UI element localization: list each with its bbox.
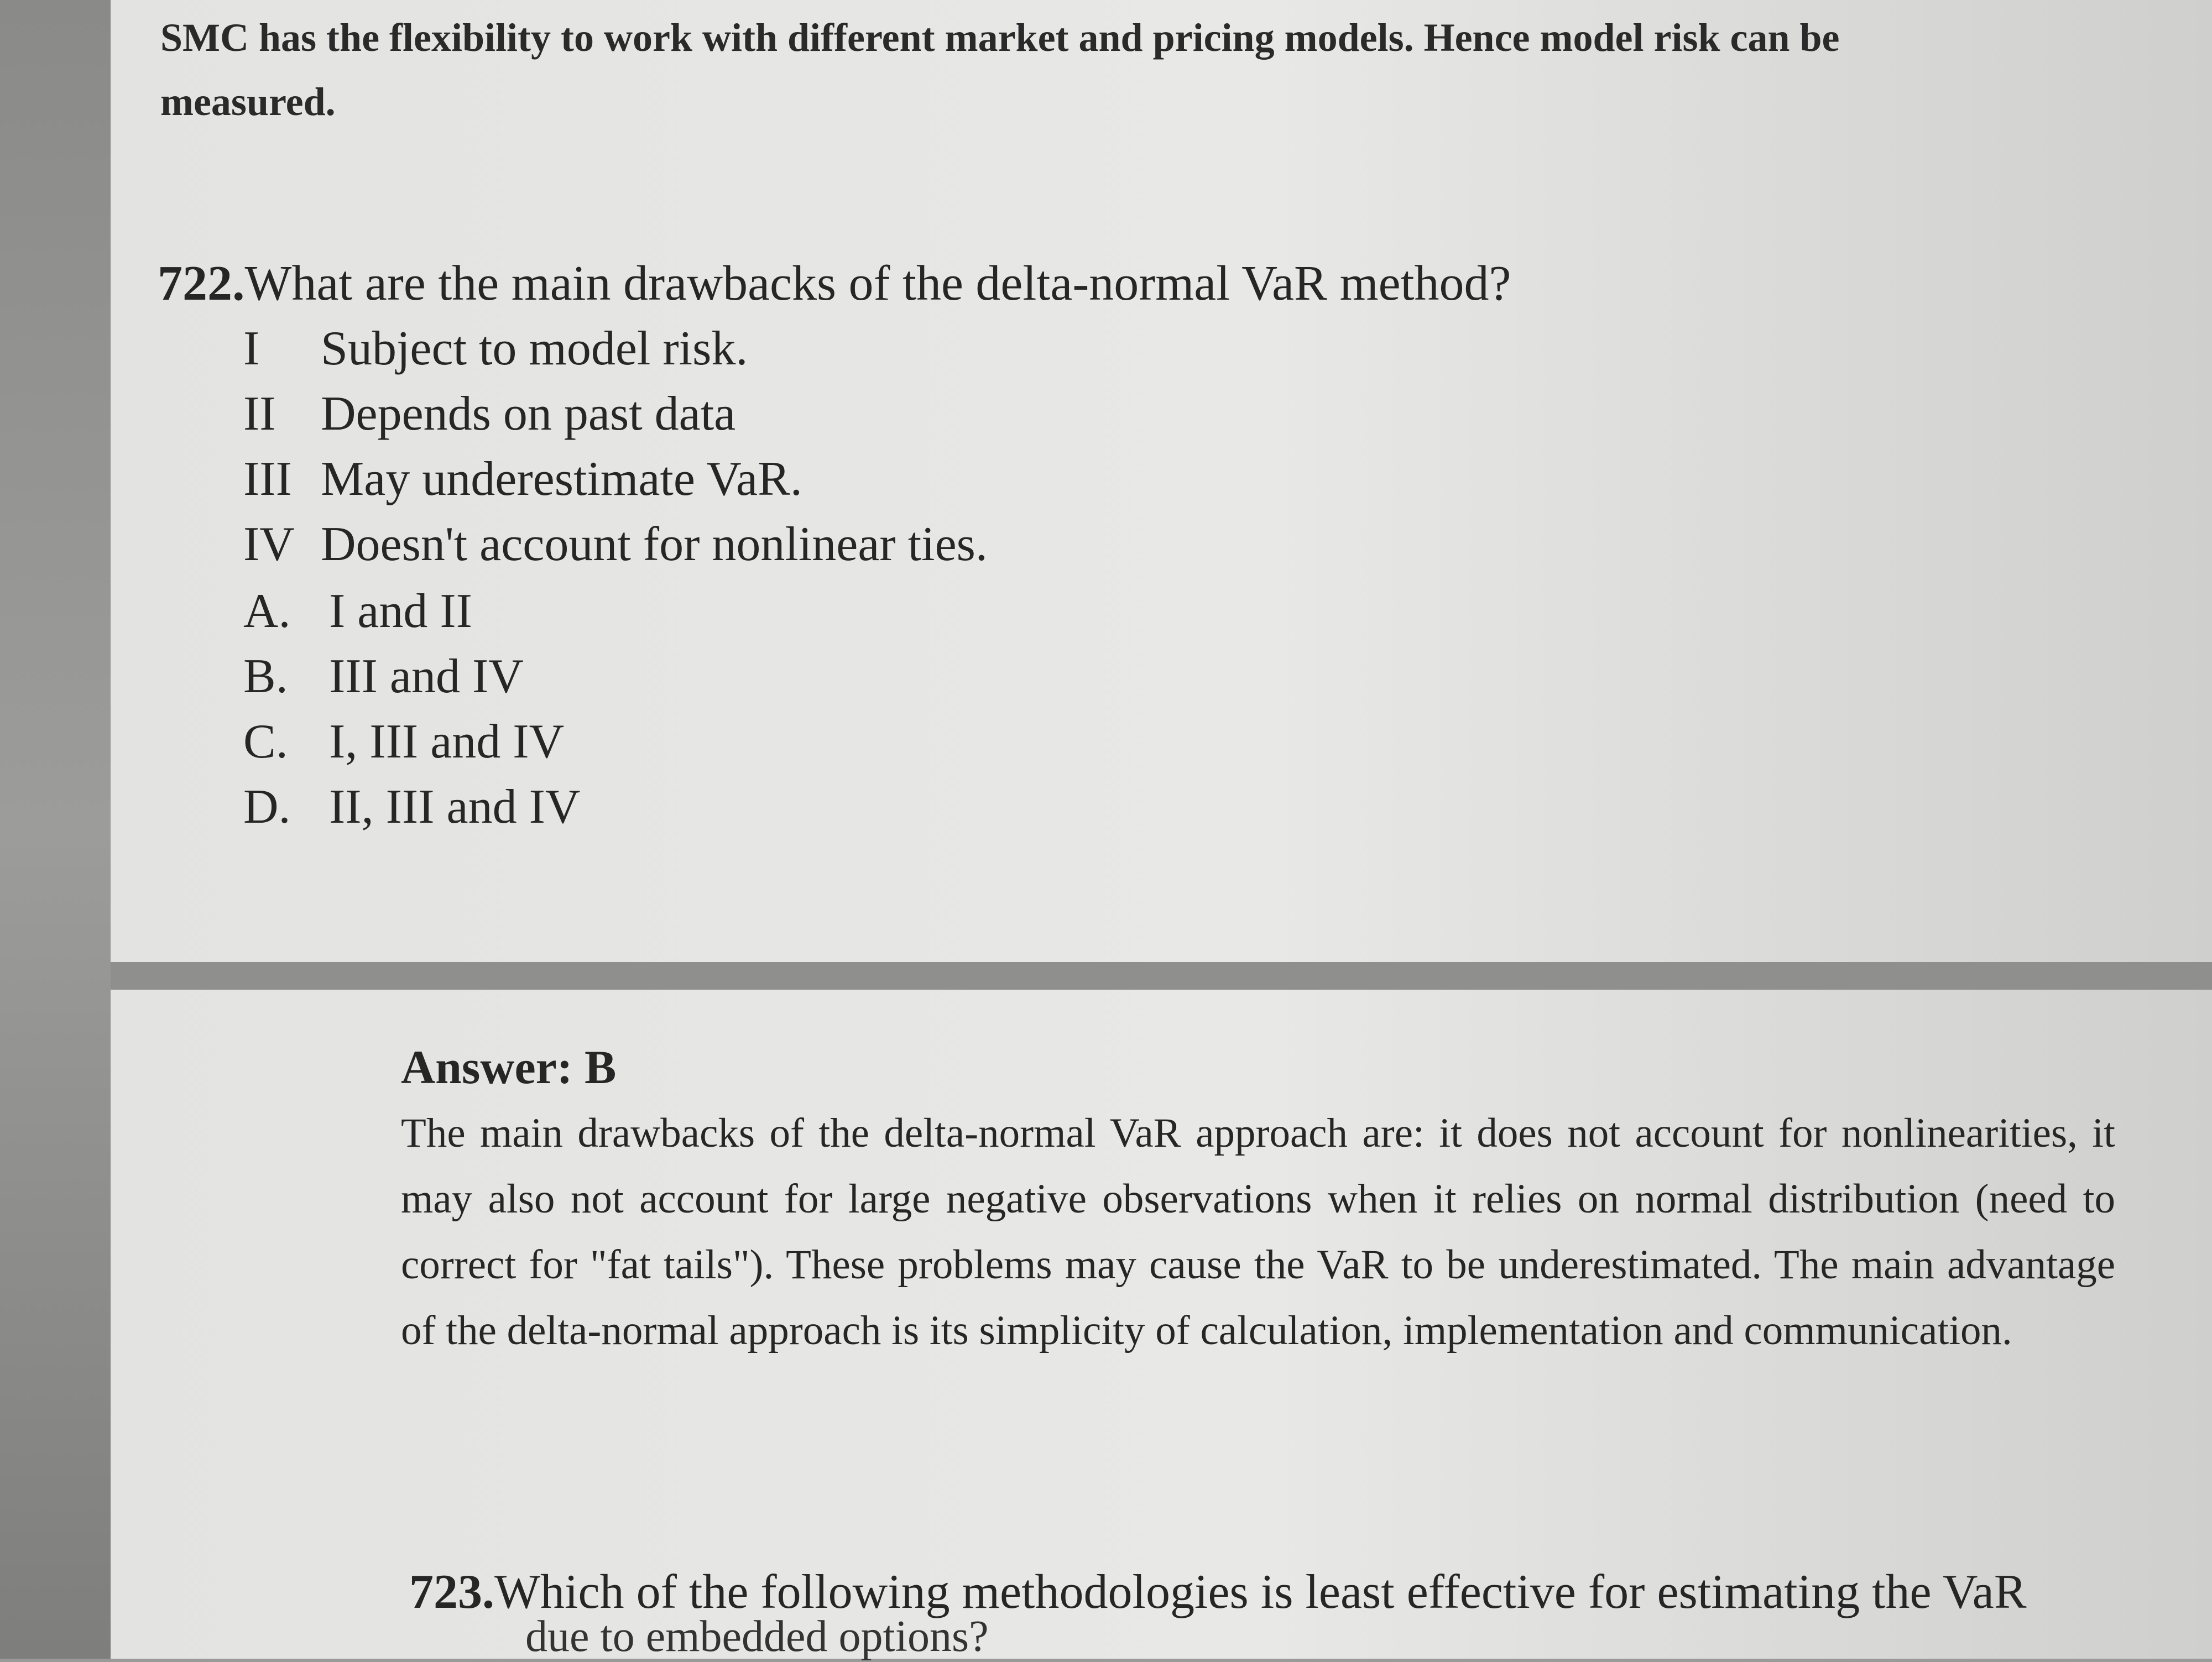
option-text: I and II [329,584,472,638]
answer-explanation: The main drawbacks of the delta-normal VaR approach are: it does not account for nonlinearities, it may also not account for large negative observations when it relies on normal distribution (need to correct for "fat tails"). These problems may cause the VaR to be underestimated. The main advantage of the delta-normal approach is its simplicity of calculation, implementation and communication. [401,1110,2115,1353]
statement-iv [243,516,988,572]
option-text: I, III and IV [329,715,565,769]
option-d[interactable] [243,779,580,835]
option-letter: D. [243,780,291,834]
previous-answer-text: SMC has the flexibility to work with different market and pricing models. Hence model risk can be measured. [160,15,1840,124]
answer-heading: Answer: B [401,1041,617,1094]
statement-iii [243,451,802,507]
statement-text: May underestimate VaR. [321,452,802,506]
statement-text: Depends on past data [321,387,736,441]
option-letter: C. [243,715,288,769]
option-a[interactable] [243,583,472,639]
option-letter: A. [243,584,291,638]
option-b[interactable] [243,649,524,704]
statement-i [243,321,748,377]
statement-numeral: I [243,322,260,375]
panel-divider [111,962,2212,990]
question-number: 723. [409,1565,494,1619]
option-text: II, III and IV [329,780,581,834]
option-letter: B. [243,650,288,703]
option-c[interactable] [243,714,564,770]
question-723-continuation: due to embedded options? [525,1612,989,1661]
statement-numeral: II [243,387,276,441]
question-722 [158,253,1511,314]
question-text: Which of the following methodologies is least effective for estimating the VaR [494,1565,2027,1619]
statement-numeral: III [243,452,292,506]
statement-numeral: IV [243,518,295,571]
option-text: III and IV [329,650,524,703]
question-text: What are the main drawbacks of the delta-normal VaR method? [244,256,1511,311]
statement-ii [243,386,735,442]
statement-text: Doesn't account for nonlinear ties. [321,518,988,571]
screen-bezel [0,0,111,1659]
statement-text: Subject to model risk. [321,322,748,375]
question-number: 722. [158,256,245,311]
